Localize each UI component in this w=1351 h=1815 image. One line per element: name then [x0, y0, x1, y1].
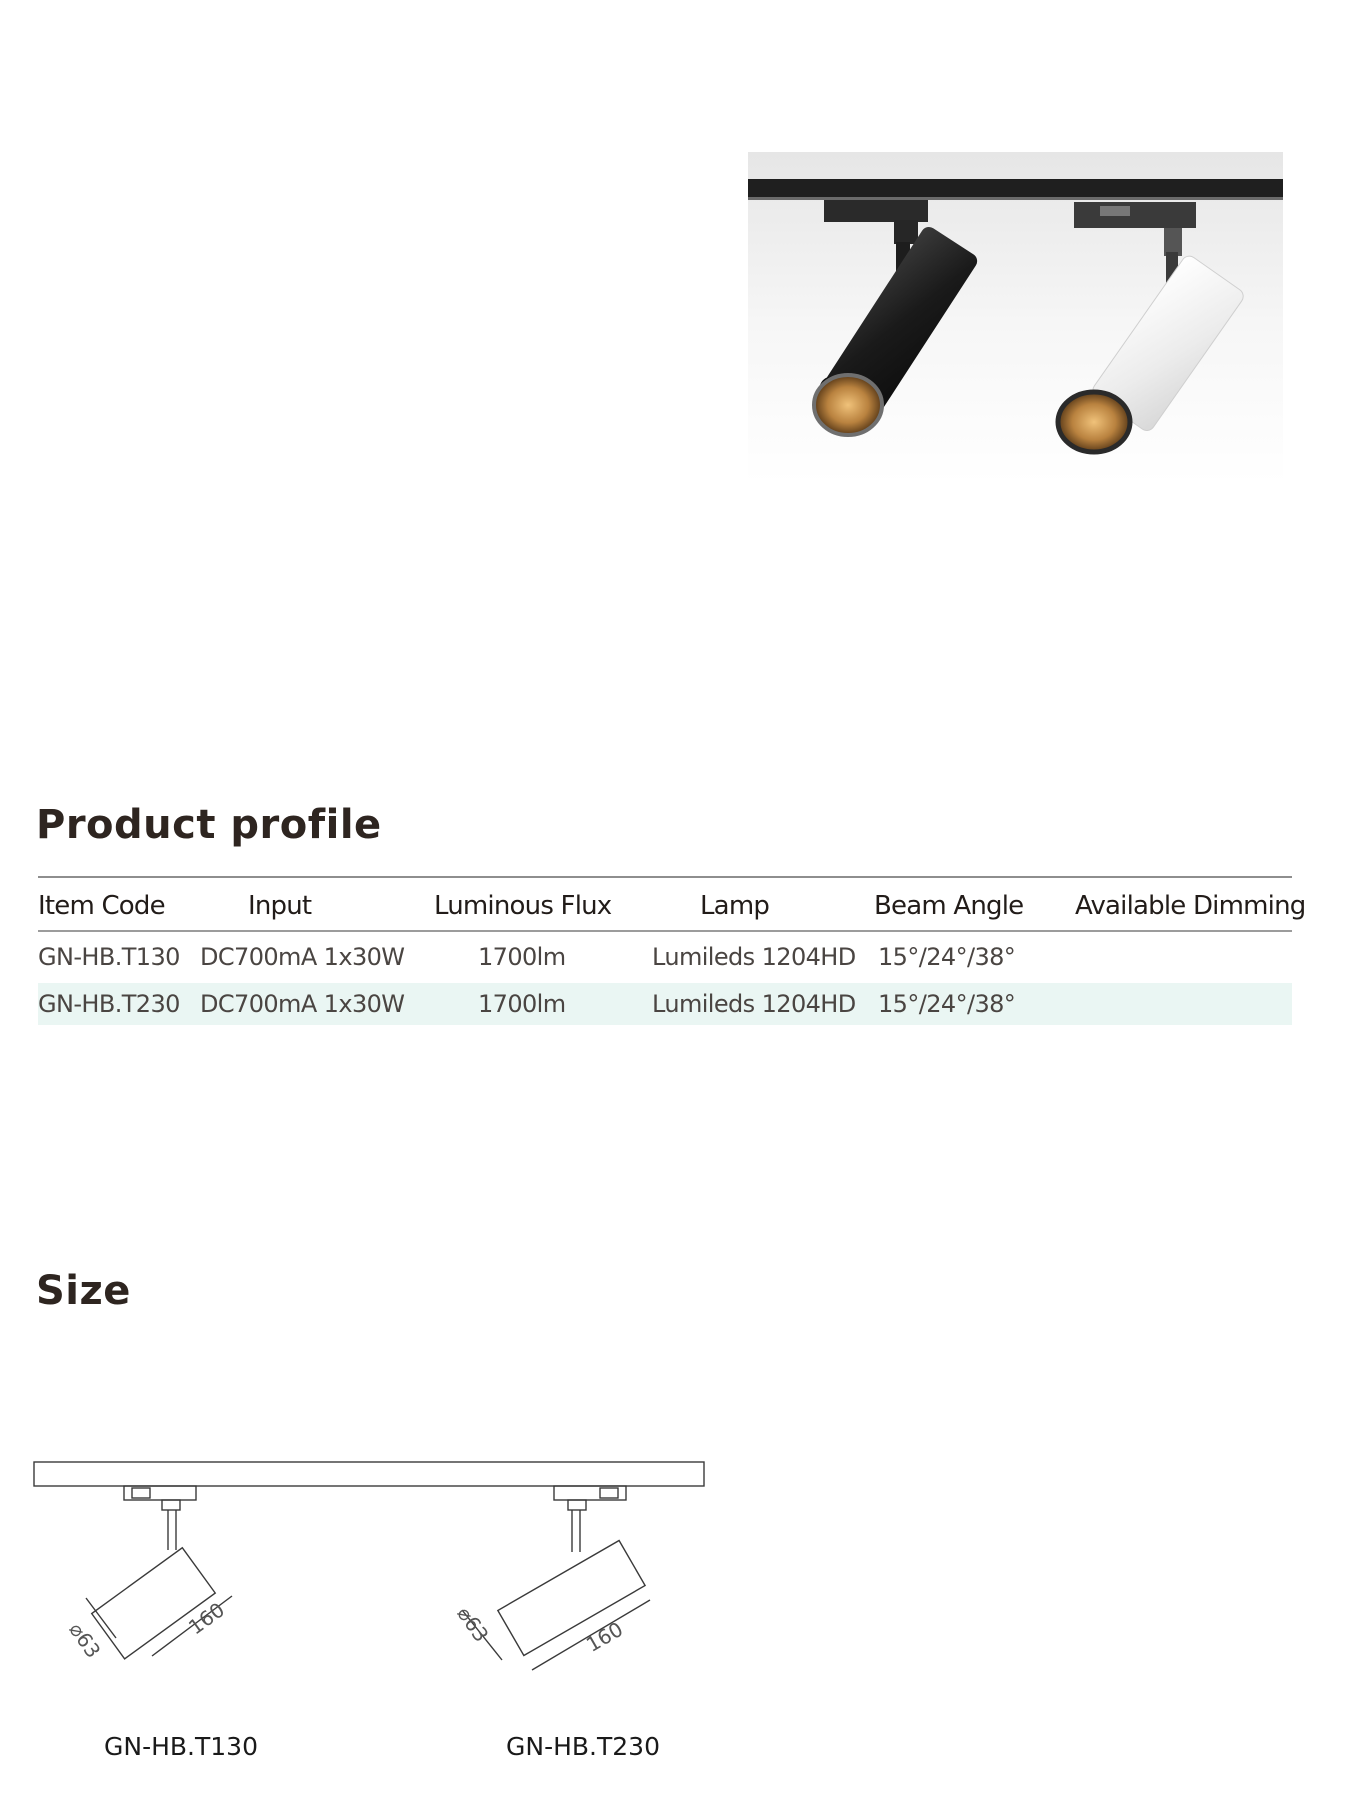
luminous-flux-cell: 1700lm	[478, 943, 566, 971]
length-label: 160	[184, 1597, 230, 1640]
column-header: Available Dimming	[1075, 891, 1306, 921]
lamp-cell: Lumileds 1204HD	[652, 943, 856, 971]
column-header: Item Code	[38, 891, 165, 921]
table-header-rule	[38, 930, 1292, 932]
diameter-label: ⌀63	[64, 1618, 106, 1663]
spotlights-illustration	[748, 152, 1283, 484]
dimming-cell	[1073, 936, 1313, 978]
column-header: Lamp	[700, 891, 770, 921]
track-outline	[34, 1462, 704, 1486]
beam-angle-cell: 15°/24°/38°	[878, 990, 1016, 1018]
lamp-cell: Lumileds 1204HD	[652, 990, 856, 1018]
fixture-drawing-2	[462, 1486, 650, 1670]
product-photo	[748, 152, 1283, 484]
column-header: Input	[248, 891, 312, 921]
item-code-cell: GN-HB.T130	[38, 943, 180, 971]
input-cell: DC700mA 1x30W	[200, 943, 405, 971]
dimming-cell	[1073, 983, 1313, 1025]
black-adapter	[824, 200, 928, 222]
section-title-size: Size	[36, 1268, 131, 1314]
white-spotlight-lens	[1058, 392, 1130, 452]
length-label: 160	[582, 1616, 628, 1657]
input-cell: DC700mA 1x30W	[200, 990, 405, 1018]
column-header: Beam Angle	[874, 891, 1024, 921]
table-header-row	[38, 884, 1306, 928]
table-row	[38, 983, 1292, 1025]
black-spotlight-lens	[814, 375, 882, 435]
model-label: GN-HB.T230	[506, 1732, 660, 1761]
white-adapter	[1074, 202, 1196, 228]
fixture-drawing-1	[86, 1486, 232, 1659]
diameter-label: ⌀63	[452, 1602, 494, 1647]
luminous-flux-cell: 1700lm	[478, 990, 566, 1018]
table-row	[38, 936, 1292, 978]
beam-angle-cell: 15°/24°/38°	[878, 943, 1016, 971]
item-code-cell: GN-HB.T230	[38, 990, 180, 1018]
column-header: Luminous Flux	[434, 891, 612, 921]
track-rail	[748, 179, 1283, 199]
section-title-product-profile: Product profile	[36, 802, 382, 848]
model-label: GN-HB.T130	[104, 1732, 258, 1761]
table-top-rule	[38, 876, 1292, 878]
